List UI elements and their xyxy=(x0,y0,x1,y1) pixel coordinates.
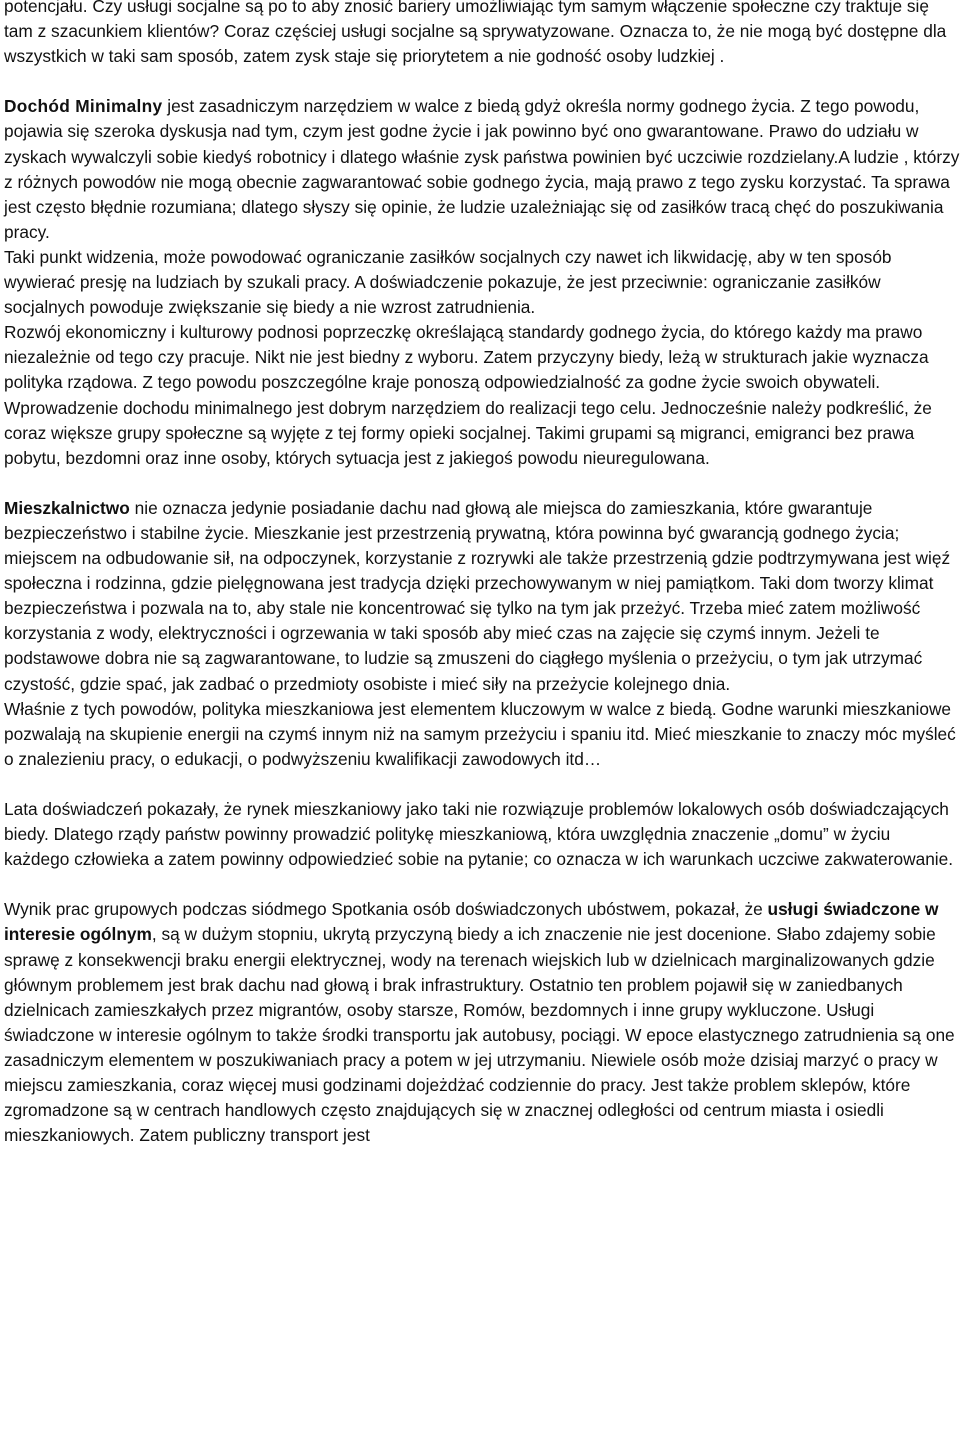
paragraph-gap xyxy=(4,772,960,797)
section-heading-housing: Mieszkalnictwo xyxy=(4,497,130,518)
paragraph-gap xyxy=(4,69,960,94)
paragraph-gap xyxy=(4,471,960,496)
paragraph-benefit-limits xyxy=(4,245,960,320)
paragraph-text: jest zasadniczym narzędziem w walce z biedą gdyż określa normy godnego życia. Z tego powodu, pojawia się szeroka dyskusja nad tym, czym jest godne życie i jak powinno być ono gwarantowane. Prawo do udziału w zyskach wywalczyli sobie kiedyś robotnicy i dlatego właśnie zysk państwa powinien być uczciwie rozdzielany.A ludzie , którzy z różnych powodów nie mogą obecnie zagwarantować sobie godnego życia, mają prawo z tego zysku korzystać. Ta sprawa jest często błędnie rozumiana; dlatego słyszy się opinie, że ludzie uzależniając się od zasiłków tracą chęć do poszukiwania pracy. xyxy=(4,96,960,242)
paragraph-general-interest-services xyxy=(4,897,960,1148)
paragraph-text: Rozwój ekonomiczny i kulturowy podnosi poprzeczkę określającą standardy godnego życia, do którego każdy ma prawo niezależnie od tego czy pracuje. Nikt nie jest biedny z wyboru. Zatem przyczyny biedy, leżą w strukturach jakie wyznacza polityka rządowa. Z tego powodu poszczególne kraje ponoszą odpowiedzialność za godne życie swoich obywateli. Wprowadzenie dochodu minimalnego jest dobrym narzędziem do realizacji tego celu. Jednocześnie należy podkreślić, że coraz większe grupy społeczne są wyjęte z tej formy opieki socjalnej. Takimi grupami są migranci, emigranci bez prawa pobytu, bezdomni oraz inne osoby, których sytuacja jest z jakiegoś powodu nieuregulowana. xyxy=(4,322,932,468)
paragraph-lead-text: Wynik prac grupowych podczas siódmego Spotkania osób doświadczonych ubóstwem, pokazał, że xyxy=(4,899,768,920)
section-heading-general-interest-services: usługi świadczone w interesie ogólnym xyxy=(4,899,939,945)
paragraph-text: Właśnie z tych powodów, polityka mieszkaniowa jest elementem kluczowym w walce z biedą. Godne warunki mieszkaniowe pozwalają na skupienie energii na czymś innym niż na samym przeżyciu i spaniu itd. Mieć mieszkanie to znaczy móc myśleć o znalezieniu pracy, o edukacji, o podwyższeniu kwalifikacji zawodowych itd… xyxy=(4,698,956,769)
paragraph-economic-development xyxy=(4,320,960,471)
paragraph-gap xyxy=(4,872,960,897)
paragraph-housing xyxy=(4,496,960,697)
paragraph-text: , są w dużym stopniu, ukrytą przyczyną biedy a ich znaczenie nie jest docenione. Słabo zdajemy sobie sprawę z konsekwencji braku energii elektrycznej, wody na terenach wiejskich lub w dzielnicach marginalizowanych gdzie głównym problemem jest brak dachu nad głową i brak infrastruktury. Ostatnio ten problem pojawił się w zaniedbanych dzielnicach zamieszkałych przez migrantów, osoby starsze, Romów, bezdomnych i inne grupy wykluczone. Usługi świadczone w interesie ogólnym to także środki transportu jak autobusy, pociągi. W epoce elastycznego zatrudnienia są one zasadniczym elementem w poszukiwaniach pracy a potem w jej utrzymaniu. Niewiele osób może dzisiaj marzyć o pracy w miejscu zamieszkania, coraz więcej musi godzinami dojeżdżać codziennie do pracy. Jest także problem sklepów, które zgromadzone są w centrach handlowych często znajdujących się w znacznej odległości od centrum miasta i osiedli mieszkaniowych. Zatem publiczny transport jest xyxy=(4,924,955,1146)
paragraph-housing-market xyxy=(4,797,960,872)
paragraph-text: nie oznacza jedynie posiadanie dachu nad głową ale miejsca do zamieszkania, które gwarantuje bezpieczeństwo i stabilne życie. Mieszkanie jest przestrzenią prywatną, która powinna być gwarancją godnego życia; miejscem na odbudowanie sił, na odpoczynek, korzystanie z rozrywki ale także przestrzenią gdzie podtrzymywana jest więź społeczna i rodzinna, gdzie pielęgnowana jest tradycja dzięki przechowywanym w niej pamiątkom. Taki dom tworzy klimat bezpieczeństwa i pozwala na to, aby stale nie koncentrować się tylko na tym jak przeżyć. Trzeba mieć zatem możliwość korzystania z wody, elektryczności i ogrzewania w taki sposób aby mieć czas na zajęcie się czymś innym. Jeżeli te podstawowe dobra nie są zagwarantowane, to ludzie są zmuszeni do ciągłego myślenia o przeżyciu, o tym jak utrzymać czystość, gdzie spać, jak zadbać o przedmioty osobiste i mieć siły na przeżycie kolejnego dnia. xyxy=(4,497,951,694)
section-heading-minimum-income: Dochód Minimalny xyxy=(4,96,163,117)
paragraph-text: Lata doświadczeń pokazały, że rynek mieszkaniowy jako taki nie rozwiązuje problemów lokalowych osób doświadczających biedy. Dlatego rządy państw powinny prowadzić politykę mieszkaniową, która uwzględnia znaczenie „domu” w życiu każdego człowieka a zatem powinny odpowiedzieć sobie na pytanie; co oznacza w ich warunkach uczciwe zakwaterowanie. xyxy=(4,799,954,870)
paragraph-text: potencjału. Czy usługi socjalne są po to aby znosić bariery umożliwiając tym samym włączenie społeczne czy traktuje się tam z szacunkiem klientów? Coraz częściej usługi socjalne są sprywatyzowane. Oznacza to, że nie mogą być dostępne dla wszystkich w taki sam sposób, zatem zysk staje się priorytetem a nie godność osoby ludzkiej . xyxy=(4,0,947,67)
paragraph-minimum-income xyxy=(4,94,960,245)
paragraph-text: Taki punkt widzenia, może powodować ograniczanie zasiłków socjalnych czy nawet ich likwidację, aby w ten sposób wywierać presję na ludziach by szukali pracy. A doświadczenie pokazuje, że jest przeciwnie: ograniczanie zasiłków socjalnych powoduje zwiększanie się biedy a nie wzrost zatrudnienia. xyxy=(4,246,892,318)
paragraph-social-services xyxy=(4,0,960,69)
paragraph-housing-policy xyxy=(4,697,960,772)
